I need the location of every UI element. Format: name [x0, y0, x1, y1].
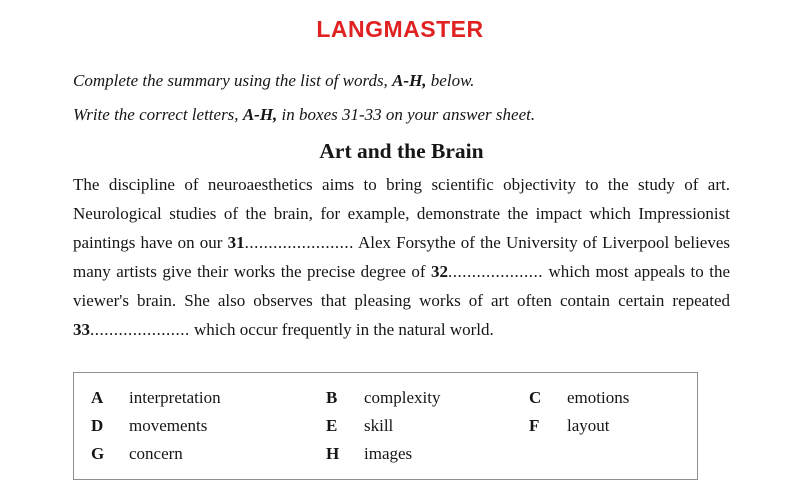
option-word: complexity — [364, 388, 441, 407]
option-word: interpretation — [129, 388, 221, 407]
option-word: movements — [129, 416, 208, 435]
option-h — [326, 440, 529, 468]
option-letter: H — [326, 444, 340, 463]
option-word: images — [364, 444, 413, 463]
word-options-box — [73, 372, 698, 480]
instruction-text: Complete the summary using the list of words, — [73, 71, 393, 90]
instruction-text: in boxes 31-33 on your answer sheet. — [277, 105, 536, 124]
option-d — [91, 412, 326, 440]
option-f — [529, 412, 697, 440]
option-word: concern — [129, 444, 183, 463]
option-letter: G — [91, 444, 105, 463]
blank-31-dotted-line: ....................... — [244, 233, 354, 252]
instruction-line-2 — [73, 105, 730, 125]
passage-text — [73, 170, 730, 344]
langmaster-logo: LANGMASTER — [316, 16, 484, 42]
option-g — [91, 440, 326, 468]
passage-segment: which occur frequently in the natural world. — [189, 320, 494, 339]
instruction-bold-letters: A-H, — [242, 105, 278, 124]
blank-32-number: 32 — [431, 262, 449, 281]
blank-32-dotted-line: .................... — [448, 262, 544, 281]
passage-segment: Alex Forsythe of the University of Liverpool believes many artists give their works the precise degree of — [73, 233, 730, 281]
blank-31-number: 31 — [227, 233, 245, 252]
option-letter: E — [326, 416, 338, 435]
instruction-line-1 — [73, 71, 730, 91]
option-letter: F — [529, 416, 540, 435]
option-word: layout — [567, 416, 610, 435]
option-letter: B — [326, 388, 338, 407]
option-letter: A — [91, 388, 104, 407]
passage-segment: which most appeals to the viewer's brain. She also observes that pleasing works of art often contain certain repeated — [73, 262, 730, 310]
passage-title: Art and the Brain — [319, 139, 484, 163]
option-c — [529, 384, 697, 412]
option-letter: C — [529, 388, 542, 407]
option-word: emotions — [567, 388, 630, 407]
instruction-text: Write the correct letters, — [73, 105, 243, 124]
blank-33-number: 33 — [73, 320, 90, 339]
option-b — [326, 384, 529, 412]
option-word: skill — [364, 416, 394, 435]
option-letter: D — [91, 416, 104, 435]
instruction-bold-letters: A-H, — [392, 71, 427, 90]
instruction-text: below. — [426, 71, 475, 90]
option-e — [326, 412, 529, 440]
option-a — [91, 384, 326, 412]
worksheet-content — [73, 71, 730, 480]
passage-segment: The discipline of neuroaesthetics aims to bring scientific objectivity to the study of art. Neurological studies of the brain, for example, demonstrate the impact which Impressionist paintings have on our — [73, 175, 730, 252]
blank-33-dotted-line: ..................... — [90, 320, 190, 339]
